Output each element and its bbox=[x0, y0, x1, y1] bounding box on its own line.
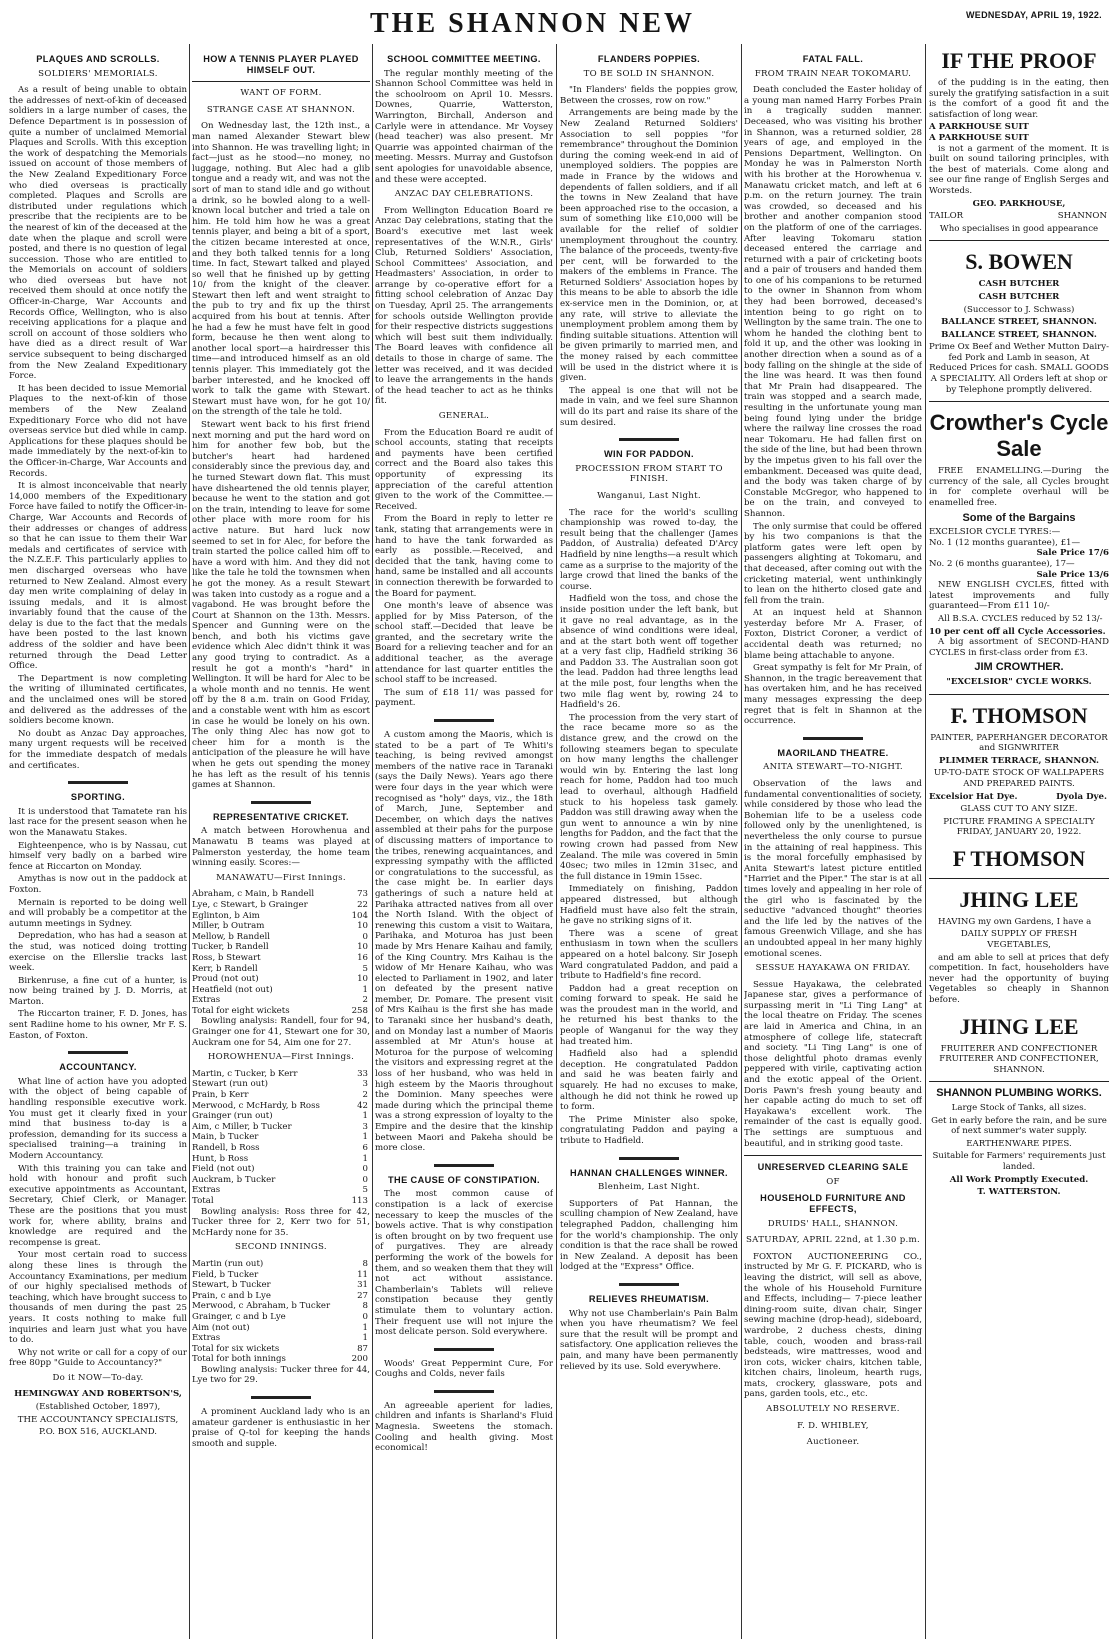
newspaper-title: THE SHANNON NEW bbox=[370, 8, 696, 39]
score-row bbox=[192, 1079, 370, 1090]
ad-text: and am able to sell at prices that defy competition. In fact, householders have never had the opportunity of buying Vegetables so cheaply in Shannon before. bbox=[929, 952, 1109, 1006]
batsman: Heatfield (not out) bbox=[192, 984, 273, 995]
paragraph: One month's leave of absence was applied for by Miss Paterson, of the school staff.—Decided that leave be granted, and the secretary write the Board for a relieving teacher and for an additional teacher, as the average attendance for last quarter entitles the school staff to be increased. bbox=[375, 601, 553, 686]
divider bbox=[929, 240, 1109, 241]
score-row bbox=[192, 985, 370, 996]
dateline: Blenheim, Last Night. bbox=[598, 1182, 700, 1193]
paragraph: Bowling analysis: Randell, four for 94, Grainger one for 41, Stewart one for 30, Auckram one for 54, Aim one for 27. bbox=[192, 1016, 370, 1048]
innings-heading: MANAWATU—First Innings. bbox=[216, 872, 346, 883]
ad-line: A PARKHOUSE SUIT bbox=[929, 132, 1029, 143]
dateline: Wanganui, Last Night. bbox=[597, 490, 701, 501]
paragraph: Why not use Chamberlain's Pain Balm when you have rheumatism? We feel sure that the result will be prompt and satisfactory. One application relieves the pain, and many have been permanently relieved by its use. Sold everywhere. bbox=[560, 1308, 738, 1372]
score-row bbox=[192, 1090, 370, 1101]
ad-line: FRUITERER AND CONFECTIONER FRUITERER AND CONFECTIONER, SHANNON. bbox=[939, 1043, 1099, 1075]
ad-line: Suitable for Farmers' requirements just landed. bbox=[932, 1151, 1106, 1172]
divider bbox=[929, 878, 1109, 879]
ad-text: HAVING my own Gardens, I have a bbox=[938, 916, 1092, 927]
divider bbox=[929, 1081, 1109, 1082]
headline-constipation: THE CAUSE OF CONSTIPATION. bbox=[388, 1174, 540, 1185]
call-to-action: Do it NOW—To-day. bbox=[52, 1372, 144, 1383]
ad-line: PLIMMER TERRACE, SHANNON. bbox=[939, 755, 1099, 766]
batsman: Abraham, c Main, b Randell bbox=[192, 889, 315, 900]
headline-rheumatism: RELIEVES RHEUMATISM. bbox=[588, 1293, 710, 1304]
ad-thomson-title: F. THOMSON bbox=[950, 702, 1088, 728]
score-row bbox=[192, 1280, 370, 1291]
batsman: Martin, c Tucker, b Kerr bbox=[192, 1068, 298, 1079]
column-2 bbox=[192, 48, 370, 1636]
batsman: Tucker, b Randell bbox=[192, 942, 269, 953]
paragraph: From the Board in reply to letter re tank, stating that arrangements were in hand to have the tank forwarded as early as possible.—Received, and decided that the tank, having come to hand, same be installed and all accounts in connection therewith be forwarded to the Board for payment. bbox=[375, 514, 553, 599]
venue: DRUIDS' HALL, SHANNON. bbox=[767, 1218, 899, 1229]
paragraph: Hadfield won the toss, and chose the inside position under the left bank, but it gave no real advantage, as in the absence of wind conditions were ideal, and at the start both went off together at a very fast clip, Hadfield striking 36 and Paddon 33. The Australian soon got the lead. Paddon had three lengths lead at the mile post, four lengths when the two mile flag went by, rowing 24 to Hadfield's 26. bbox=[560, 594, 738, 711]
ad-line: Sale Price 13/6 bbox=[1036, 569, 1109, 580]
batsman: Auckram, b Tucker bbox=[192, 1174, 276, 1185]
paragraph: Death concluded the Easter holiday of a young man named Harry Forbes Prain in a tragically sudden manner. Deceased, who was visiting his brother in Shannon, was a returned soldier, 28 years of age, and employed in the Pensions Department, Wellington. On Monday he was in Palmerston North with his brother at the Horowhenua v. Manawatu cricket match, and left at 6 p.m. on the return journey. The train was crowded, so deceased and his brother and another companion stood on the platform of one of the carriages. After leaving Tokomaru station deceased entered the carriage and returned with a pair of cricketing boots and a pair of trousers and handed them to one of his companions to be returned to the owner in Shannon from whom they had been borrowed, deceased's intention being to go right on to Wellington by the same train. The one to whom he handed the clothing bent to fold it up, and the other was looking in another direction when a sound as of a body falling on the shingle at the side of the line was heard. It was then found that Mr Prain had disappeared. The train was stopped and a search made, resulting in the unfortunate young man being found lying under the bridge where the railway line crosses the road near Tokomaru. He had fallen first on the side of the line, but had been thrown by the impetus given to his fall over the embankment. Deceased was quite dead, and the body was taken charge of by Constable McGregor, who happened to be on the train, and conveyed to Shannon. bbox=[744, 85, 922, 519]
score-row bbox=[192, 1301, 370, 1312]
paragraph: Eighteenpence, who is by Nassau, cut himself very badly on a barbed wire fence at Riccarton on Monday. bbox=[9, 840, 187, 872]
headline-plaques: PLAQUES AND SCROLLS. bbox=[36, 54, 160, 64]
headline-flanders-poppies: FLANDERS POPPIES. bbox=[597, 54, 701, 64]
ad-text: FREE ENAMELLING.—During the currency of the sale, all Cycles brought in for complete overhaul will be enamelled free. bbox=[929, 466, 1109, 509]
paragraph: The Department is now completing the writing of illuminated certificates, and the unclaimed ones will be stored and delivered as the addresses of the soldiers become known. bbox=[9, 673, 187, 727]
score-row bbox=[192, 1312, 370, 1323]
ad-text: A big assortment of SECOND-HAND CYCLES in first-class order from £3. bbox=[929, 637, 1109, 658]
ad-line: All Work Promptly Executed. bbox=[949, 1174, 1089, 1185]
paragraph: At an inquest held at Shannon yesterday before Mr A. Fraser, of Foxton, District Coroner, a verdict of accidental death was returned; no blame being attachable to anyone. bbox=[744, 608, 922, 661]
paragraph: The appeal is one that will not be made in vain, and we feel sure Shannon will do its part and raise its share of the sum desired. bbox=[560, 385, 738, 428]
ad-line: Who specialises in good appearance bbox=[939, 223, 1099, 234]
score-row bbox=[192, 1175, 370, 1186]
headline-accountancy: ACCOUNTANCY. bbox=[59, 1062, 137, 1073]
ad-line: DAILY SUPPLY OF FRESH VEGETABLES, bbox=[960, 929, 1078, 951]
runs: 1 bbox=[362, 1153, 368, 1164]
runs: 6 bbox=[362, 1143, 368, 1153]
column-6-ads bbox=[929, 48, 1109, 1636]
divider bbox=[434, 1390, 494, 1393]
paragraph: The most common cause of constipation is a lack of exercise necessary to keep the muscles of the bowels active. That is why constipation is often brought on by two frequent use of purgatives. They are already performing the work of the bowels for them, and so weaken them that they will not act without assistance. Chamberlain's Tablets will relieve constipation because they gently stimulate them to voluntary action. Their frequent use will not injure the most delicate person. Sold everywhere. bbox=[375, 1189, 553, 1338]
score-row bbox=[192, 1164, 370, 1175]
ad-line: No. 1 (12 months guarantee), £1— bbox=[929, 537, 1081, 548]
batsman: Proud (not out) bbox=[192, 974, 259, 985]
batsman: Merwood, c McHardy, b Ross bbox=[192, 1100, 320, 1111]
ad-line: BALLANCE STREET, SHANNON. bbox=[941, 329, 1097, 340]
score-total: Total for both innings 200 bbox=[192, 1354, 368, 1365]
ad-line: (Successor to J. Schwass) bbox=[963, 304, 1075, 315]
batsman: Merwood, c Abraham, b Tucker bbox=[192, 1301, 331, 1312]
column-divider bbox=[556, 44, 557, 1639]
ad-name: T. WATTERSTON. bbox=[977, 1187, 1061, 1198]
score-row bbox=[192, 900, 370, 911]
score-row bbox=[192, 1101, 370, 1112]
ad-jhing-lee-title: JHING LEE bbox=[959, 886, 1079, 912]
runs: 0 bbox=[362, 1164, 368, 1175]
paragraph: Depredation, who has had a season at the stud, was noticed doing trotting exercise on the Ellerslie tracks last week. bbox=[9, 931, 187, 974]
batsman: Field (not out) bbox=[192, 1164, 255, 1175]
ad-thomson-title-2: F THOMSON bbox=[952, 845, 1086, 871]
runs: 8 bbox=[362, 1301, 368, 1312]
score-row bbox=[192, 964, 370, 975]
masthead bbox=[0, 6, 1114, 44]
paragraph: Birkenruse, a fine cut of a hunter, is now being trained by J. D. Morris, at Marton. bbox=[9, 975, 187, 1007]
ad-line: UP-TO-DATE STOCK OF WALLPAPERS AND PREPARED PAINTS. bbox=[933, 768, 1105, 789]
score-row bbox=[192, 953, 370, 964]
runs: 10 bbox=[357, 921, 368, 932]
divider bbox=[619, 1157, 679, 1160]
signature: (Established October, 1897), bbox=[35, 1402, 161, 1413]
ad-text: Prime Ox Beef and Wether Mutton Dairy-fed Pork and Lamb in season, At Reduced Prices for cash. SMALL GOODS A SPECIALITY. All Orders left at shop or by Telephone promptly delivered. bbox=[929, 342, 1109, 395]
runs: 10 bbox=[357, 942, 368, 953]
column-divider bbox=[372, 44, 373, 1639]
innings-heading: SECOND INNINGS. bbox=[235, 1242, 327, 1253]
runs: 11 bbox=[357, 1269, 368, 1280]
ad-line: Some of the Bargains bbox=[962, 511, 1076, 524]
paragraph: From the Education Board re audit of school accounts, stating that receipts and payments have been certified correct and the Board also takes this opportunity of expressing its appreciation of the careful attention given to the work of the Committee.—Received. bbox=[375, 427, 553, 512]
paragraph: Arrangements are being made by the New Zealand Returned Soldiers' Association to sell poppies "for remembrance" throughout the Dominion during the coming week-end in aid of unemployed soldiers. The poppies are made in France by the widows and dependents of fallen soldiers, and if all the towns in New Zealand that have been approached rise to the occasion, a sum of something like £10,000 will be available for the relief of soldier unemployment throughout the country. The balance of the proceeds, twenty-five per cent, will be forwarded to the makers of the emblems in France. The Returned Soldiers' Association hopes by this means to be able to absorb the idle ex-service men in the Dominion, or, at any rate, will strive to alleviate the unemployment problem among them by finding suitable situations. Attention will be given primarily to married men, and the money raised by each committee will be used in the district where it is given. bbox=[560, 108, 738, 384]
ad-line: A PARKHOUSE SUIT bbox=[929, 122, 1029, 133]
paragraph: As a result of being unable to obtain the addresses of next-of-kin of deceased soldiers in a large number of cases, the Defence Department is in possession of quite a number of unclaimed Memorial Plaques and Scrolls. With this exception the work of despatching the Memorials issued on account of those members of the New Zealand Expeditionary Force who died overseas is practically completed. Plaques and Scrolls are distributed under regulations which prescribe that the recipients are to be the nearest of kin of the deceased at the date when the plaque and scroll were posted, and there is no question of legal succession. Those who are entitled to the Memorials on account of soldiers who died overseas but have not received them should at once notify the Officer-in-Charge, War Accounts and Records Office, Wellington, who is also receiving applications for a plaque and scroll on account of those soldiers who have died as a direct result of War service subsequent to being discharged from the New Zealand Expeditionary Force. bbox=[9, 85, 187, 382]
score-row bbox=[192, 995, 370, 1006]
divider bbox=[68, 1051, 128, 1054]
score-row bbox=[192, 889, 370, 900]
batsman: Ross, b Stewart bbox=[192, 952, 261, 963]
batsman: Hunt, b Ross bbox=[192, 1153, 249, 1164]
batsman: Stewart (run out) bbox=[192, 1079, 268, 1090]
divider bbox=[434, 1348, 494, 1351]
paragraph: Your most certain road to success along these lines is through the Accountancy Examinations, per medium of our highly specialised methods of teaching, which have brought success to thousands of men during the past 25 years. It costs nothing to make full inquiries and learn just what you have to do. bbox=[9, 1250, 187, 1346]
paragraph: The sum of £18 11/ was passed for payment. bbox=[375, 687, 553, 709]
runs: 0 bbox=[362, 931, 368, 942]
paragraph: The only surmise that could be offered by his two companions is that the platform gates were left open by passengers alighting at Tokomaru, and that deceased, after coming out with the cricketing material, went unthinkingly to lean on the hitherto closed gate and fell from the train. bbox=[744, 521, 922, 606]
ad-line: CASH BUTCHER bbox=[978, 279, 1060, 290]
auctioneer-title: Auctioneer. bbox=[806, 1437, 860, 1448]
batsman: Field, b Tucker bbox=[192, 1269, 259, 1280]
runs: 1 bbox=[362, 1322, 368, 1333]
ad-line: "EXCELSIOR" CYCLE WORKS. bbox=[946, 676, 1092, 687]
runs: 1 bbox=[362, 1333, 368, 1344]
batsman: Mellow, b Randell bbox=[192, 931, 270, 942]
paragraph: The procession from the very start of the race became more so as the distance grew, and the crowd on the following steamers began to speculate on how many lengths the challenger would win by. Entering the last long reach for home, Paddon had too much lead to overhaul, although Hadfield stuck to his hopeless task gamely. Paddon was still drawing away when the gun went to announce a win by nine lengths for Paddon, and the fact that the rowing crown had passed from New Zealand. The mile was covered in 5min 40sec; two miles in 12min 31sec, and the full distance in 19min 15sec. bbox=[560, 712, 738, 882]
runs: 33 bbox=[357, 1068, 368, 1079]
ad-crowther-title: Crowther's Cycle Sale bbox=[929, 410, 1109, 462]
batsman: Kerr, b Randell bbox=[192, 963, 258, 974]
subhead: ANITA STEWART—TO-NIGHT. bbox=[763, 762, 903, 773]
score-total: Total for six wickets 87 bbox=[192, 1343, 368, 1354]
paragraph: The race for the world's sculling championship was rowed to-day, the result being that the challenger (James Paddon, of Australia) defeated D'Arcy Hadfield by nine lengths—a result which came as a surprise to the majority of the large crowd that lined the banks of the course. bbox=[560, 507, 738, 592]
ad-line: No. 2 (6 months guarantee), 17— bbox=[929, 559, 1075, 569]
score-total: Total for eight wickets 258 bbox=[192, 1005, 368, 1016]
score-row bbox=[192, 1185, 370, 1196]
paragraph: "In Flanders' fields the poppies grow, Between the crosses, row on row." bbox=[560, 85, 738, 106]
paragraph: Observation of the laws and fundamental conventionalities of society, while considered by those who lead the Bohemian life to be a useless code followed only by the unenlightened, is nevertheless the only course to pursue in the attaining of real happiness. This is the moral forcefully emphasised by Anita Stewart's latest picture entitled "Harriet and the Piper." The star is at all times lovely and appealing in her role of the girl who is fascinated by the seductive "advanced thought" theories and the life led by the natives of the famous Greenwich Village, and she has an undoubted appeal in her many highly emotional scenes. bbox=[744, 779, 922, 959]
innings-heading: HOROWHENUA—First Innings. bbox=[207, 1052, 355, 1063]
runs: 5 bbox=[362, 1185, 368, 1196]
subhead: SESSUE HAYAKAWA ON FRIDAY. bbox=[755, 963, 911, 974]
divider bbox=[929, 401, 1109, 402]
paragraph: Mernain is reported to be doing well and will probably be a competitor at the autumn meetings in Sydney. bbox=[9, 897, 187, 929]
score-row bbox=[192, 1122, 370, 1133]
subhead: PROCESSION FROM START TO FINISH. bbox=[575, 463, 723, 485]
score-row bbox=[192, 1323, 370, 1334]
ad-line: Get in early before the rain, and be sure of next summer's water supply. bbox=[931, 1115, 1107, 1137]
score-row bbox=[192, 942, 370, 953]
column-1 bbox=[9, 48, 187, 1636]
runs: 0 bbox=[362, 1311, 368, 1322]
headline-clearing-sale: UNRESERVED CLEARING SALE bbox=[757, 1162, 909, 1173]
divider bbox=[434, 1164, 494, 1167]
score-row bbox=[192, 1111, 370, 1122]
scorecard bbox=[192, 1259, 370, 1344]
paragraph: A prominent Auckland lady who is an amateur gardener is enthusiastic in her praise of Q-tol for keeping the hands smooth and supple. bbox=[192, 1407, 370, 1449]
headline-maoriland-theatre: MAORILAND THEATRE. bbox=[777, 747, 889, 758]
score-total: Total 113 bbox=[192, 1195, 368, 1206]
batsman: Grainger, c and b Lye bbox=[192, 1311, 286, 1322]
paragraph: No doubt as Anzac Day approaches, many urgent requests will be received for the immediate despatch of medals and certificates. bbox=[9, 728, 187, 771]
batsman: Stewart, b Tucker bbox=[192, 1280, 271, 1291]
subhead: WANT OF FORM. bbox=[240, 88, 322, 99]
ad-line: BALLANCE STREET, SHANNON. bbox=[941, 317, 1097, 328]
scorecard bbox=[192, 889, 370, 1006]
ad-text: All B.S.A. CYCLES reduced by 52 13/- bbox=[938, 613, 1103, 624]
signature: HEMINGWAY AND ROBERTSON'S, bbox=[14, 1389, 182, 1400]
runs: 16 bbox=[357, 952, 368, 963]
ad-text: of the pudding is in the eating, then surely the gratifying satisfaction in a suit is the comfort of a good fit and the satisfaction of long wear. bbox=[929, 78, 1109, 120]
ad-plumbing-title: SHANNON PLUMBING WORKS. bbox=[936, 1087, 1102, 1100]
ad-line: CASH BUTCHER bbox=[978, 291, 1060, 302]
ad-parkhouse-title: IF THE PROOF bbox=[941, 48, 1097, 73]
divider bbox=[251, 1396, 311, 1399]
runs: 2 bbox=[362, 995, 368, 1006]
headline-household-furniture: HOUSEHOLD FURNITURE AND EFFECTS, bbox=[760, 1193, 906, 1214]
batsman: Aim (not out) bbox=[192, 1322, 250, 1333]
paragraph: The Prime Minister also spoke, congratulating Paddon and paying a tribute to Hadfield. bbox=[560, 1114, 738, 1146]
score-row bbox=[192, 921, 370, 932]
signature: THE ACCOUNTANCY SPECIALISTS, bbox=[17, 1414, 179, 1425]
subhead: TO BE SOLD IN SHANNON. bbox=[583, 68, 715, 79]
batsman: Aim, c Miller, b Tucker bbox=[192, 1121, 292, 1132]
divider bbox=[744, 1155, 922, 1156]
batsman: Prain, c and b Lye bbox=[192, 1290, 271, 1301]
paragraph: Hadfield also had a splendid deception. He congratulated Paddon and said he was beaten fairly and squarely. He had no excuses to make, although he did not think he rowed up to form. bbox=[560, 1049, 738, 1113]
paragraph: Bowling analysis: Tucker three for 44, Lye two for 29. bbox=[192, 1364, 370, 1386]
paragraph: With this training you can take and hold with honour and profit such executive appointments as Accountant, Secretary, Chief Clerk, or Manager. These are the positions that you must work for, where ability, brains and knowledge are required and the recompense is great. bbox=[9, 1163, 187, 1248]
runs: 0 bbox=[362, 1174, 368, 1185]
divider bbox=[619, 438, 679, 441]
headline-cricket: REPRESENTATIVE CRICKET. bbox=[213, 811, 349, 822]
batsman: Miller, b Outram bbox=[192, 921, 265, 932]
auctioneer-name: F. D. WHIBLEY, bbox=[797, 1420, 869, 1431]
paragraph: Woods' Great Peppermint Cure, For Coughs and Colds, never fails bbox=[375, 1358, 553, 1380]
subhead: FROM TRAIN NEAR TOKOMARU. bbox=[754, 68, 912, 79]
ad-line: Large Stock of Tanks, all sizes. bbox=[951, 1103, 1087, 1113]
batsman: Main, b Tucker bbox=[192, 1132, 259, 1143]
column-3 bbox=[375, 48, 553, 1636]
column-5 bbox=[744, 48, 922, 1636]
ad-line: GLASS CUT TO ANY SIZE. bbox=[960, 804, 1078, 815]
score-row bbox=[192, 1333, 370, 1344]
paragraph: On Wednesday last, the 12th inst., a man named Alexander Stewart blew into Shannon. He was travelling light; in fact—just as he stood—no money, no luggage, nothing. But Alec had a glib tongue and a ready wit, and was not the sort of man to stand idle and go without a drink, so he bowled along to a well-known local butcher and tried a tale on him. He told him how he was a great tennis player, and being a bit of a sport, the citizen became interested at once, and they both talked tennis for a long time. In fact, Stewart talked and played so well that he finished up by getting 10/ from the knight of the cleaver. Stewart then left and went straight to the pub to try and fix up the thirst acquired from his bout at tennis. After he had a few he must have felt in good form, because he then went along to another local sport—a hairdresser this time—and introduced himself as an old tennis player. This immediately got the barber interested, and he knocked off work to talk the game with Stewart. Stewart must have won, for he got 10/ on the strength of the tale he told. bbox=[192, 121, 370, 418]
subhead: ANZAC DAY CELEBRATIONS. bbox=[394, 189, 534, 200]
batsman: Extras bbox=[192, 995, 221, 1006]
batsman: Extras bbox=[192, 1333, 221, 1344]
runs: 42 bbox=[357, 1100, 368, 1111]
divider bbox=[192, 81, 370, 82]
ad-text: NEW ENGLISH CYCLES, fitted with latest improvements and fully guaranteed—From £11 10/- bbox=[929, 580, 1109, 612]
runs: 22 bbox=[357, 899, 368, 910]
score-row bbox=[192, 1132, 370, 1143]
column-divider bbox=[189, 44, 190, 1639]
paragraph: Amythas is now out in the paddock at Foxton. bbox=[9, 874, 187, 895]
headline-win-for-paddon: WIN FOR PADDON. bbox=[603, 449, 695, 460]
headline-fatal-fall: FATAL FALL. bbox=[802, 54, 864, 64]
paragraph: Great sympathy is felt for Mr Prain, of Shannon, in the tragic bereavement that has overtaken him, and he has received many messages expressing the deep regret that is felt in Shannon at the occurrence. bbox=[744, 663, 922, 727]
score-row bbox=[192, 1291, 370, 1302]
paragraph: FOXTON AUCTIONEERING CO., instructed by Mr G. F. PICKARD, who is leaving the district, will sell as above, the whole of his Household Furniture and Effects, including— 7-piece leather dining-room suite, divan chair, Singer sewing machine (drop-head), sideboard, wardrobe, 2 duchess chests, dining table, couch, wooden and brass-rail bedsteads, wire mattresses, wood and iron cots, wicker chairs, kitchen table, kitchen chairs, linoleum, hearth rugs, mats, crockery, glassware, pots and pans, garden tools, etc., etc. bbox=[744, 1251, 922, 1400]
column-divider bbox=[741, 44, 742, 1639]
issue-date: WEDNESDAY, APRIL 19, 1922. bbox=[965, 10, 1102, 20]
ad-name: JIM CROWTHER. bbox=[974, 661, 1064, 674]
paragraph: Immediately on finishing, Paddon appeared distressed, but although Hadfield must have also felt the strain, he gave no striking signs of it. bbox=[560, 884, 738, 927]
paragraph: It is understood that Tamatete ran his last race for the present season when he won the Manawatu Stakes. bbox=[9, 806, 187, 838]
runs: 10 bbox=[357, 974, 368, 985]
score-row bbox=[192, 932, 370, 943]
headline-sporting: SPORTING. bbox=[70, 792, 126, 803]
paragraph: It has been decided to issue Memorial Plaques to the next-of-kin of those members of the New Zealand Expeditionary Force who did not have overseas service but died while in camp. Applications for these plaques should be made immediately by the next-of-kin to the Officer-in-Charge, War Accounts and Records. bbox=[9, 383, 187, 479]
ad-line: Excelsior Hat Dye. Dyola Dye. bbox=[929, 791, 1107, 802]
paragraph: Supporters of Pat Hannan, the sculling champion of New Zealand, have telegraphed Paddon, challenging him for the world's championship. The only condition is that the race shall be rowed in New Zealand. A deposit has been lodged at the "Express" Office. bbox=[560, 1198, 738, 1273]
divider bbox=[619, 1283, 679, 1286]
ad-line: PAINTER, PAPERHANGER DECORATOR and SIGNWRITER bbox=[930, 732, 1108, 754]
batsman: Grainger (run out) bbox=[192, 1111, 273, 1122]
ad-line: PICTURE FRAMING A SPECIALTY FRIDAY, JANUARY 20, 1922. bbox=[943, 816, 1095, 838]
paragraph: What line of action have you adopted with the object of being capable of handling responsible executive work. You must get it clearly fixed in your mind that business to-day is a profession, demanding for its success a specialised training—a training in Modern Accountancy. bbox=[9, 1076, 187, 1161]
ad-line: EARTHENWARE PIPES. bbox=[966, 1138, 1072, 1149]
paragraph: There was a scene of great enthusiasm in town when the scullers appeared on a hotel balcony. Sir Joseph Ward congratulated Paddon, and paid a tribute to Hadfield's fine record. bbox=[560, 928, 738, 982]
runs: 2 bbox=[362, 1090, 368, 1101]
score-row bbox=[192, 1069, 370, 1080]
ad-line: Sale Price 17/6 bbox=[1036, 548, 1109, 559]
paragraph: Paddon had a great reception on coming forward to speak. He said he was the proudest man in the world, and he returned his best thanks to the people of Wanganui for the way they had treated him. bbox=[560, 983, 738, 1047]
batsman: Lye, c Stewart, b Grainger bbox=[192, 899, 308, 910]
ad-name: GEO. PARKHOUSE, bbox=[972, 198, 1066, 209]
ad-line: TAILOR SHANNON bbox=[929, 211, 1107, 222]
runs: 31 bbox=[357, 1280, 368, 1291]
runs: 1 bbox=[362, 1132, 368, 1143]
divider bbox=[68, 781, 128, 784]
score-row bbox=[192, 1154, 370, 1165]
scorecard bbox=[192, 1069, 370, 1196]
ad-line: 10 per cent off all Cycle Accessories. bbox=[929, 626, 1106, 637]
divider bbox=[803, 737, 863, 740]
paragraph: It is almost inconceivable that nearly 14,000 members of the Expeditionary Force have failed to notify the Officer-in-Charge, War Accounts and Records of their addresses or changes of address so that he can issue to them their War medals and certificates of service with the N.Z.E.F. This particularly applies to men discharged overseas who have returned to New Zealand. Almost every day men write complaining of delay in issuing medals, and it is almost invariably found that the cause of the delay is due to the fact that the medals have been posted to the last known address of the soldier and have been returned through the Dead Letter Office. bbox=[9, 481, 187, 672]
paragraph: An agreeable aperient for ladies, children and infants is Sharland's Fluid Magnesia. Sweetens the stomach. Cooling and health giving. Most economical! bbox=[375, 1400, 553, 1454]
runs: 3 bbox=[362, 1079, 368, 1090]
score-row bbox=[192, 1259, 370, 1270]
subhead: SOLDIERS' MEMORIALS. bbox=[38, 68, 158, 79]
paragraph: A custom among the Maoris, which is stated to be a part of Te Whiti's teaching, is being revived amongst members of the native race in Taranaki (says the Daily News). Years ago there were four days in the year which were recognised as "holy" days, viz., the 18th of March, June, September and December, on which days the natives assembled at their pahs for the purpose of discussing matters of importance to the tribes, renewing acquaintances, and expressing sympathy with the afflicted or congratulations to the successful, as the case might be. In earlier days gatherings of such a nature held at Parihaka attracted natives from all over the North Island. With the object of renewing this custom a visit to Waitara, Parihaka, and Moturoa has just been made by Mrs Henare Kaihau and family, of the King Country. Mrs Kaihau is the widow of Mr Henare Kaihau, who was elected to Parliament in 1902, and later on defeated by the present native member, Dr. Pomare. The present visit of Mrs Kaihau is the first she has made to Taranaki since her husband's death, and on Monday last a number of Maoris assembled at Mr Atun's house at Moturoa for the purpose of welcoming the visitors and expressing regret at the loss of her husband, who was held in high esteem by the Maoris throughout the Dominion. Many speeches were made during which the principal theme was a strong expression of loyalty to the Empire and the desire that the kinship between Maori and Pakeha should be more close. bbox=[375, 730, 553, 1154]
ad-text: is not a garment of the moment. It is built on sound tailoring principles, with the best of materials. Come along and see our fine range of English Serges and Worsteds. bbox=[929, 143, 1109, 196]
ad-bowen-title: S. BOWEN bbox=[965, 249, 1073, 275]
paragraph: The regular monthly meeting of the Shannon School Committee was held in the schoolroom on April 10. Messrs. Downes, Quarrie, Watterston, Warrington, Birchall, Anderson and Carlyle were in attendance. Mr Voysey (head teacher) was also present. Mr Quarrie was appointed chairman of the meeting. Messrs. Murray and Gustofson sent apologies for unavoidable absence, and these were accepted. bbox=[375, 68, 553, 185]
headline-hannan: HANNAN CHALLENGES WINNER. bbox=[569, 1167, 729, 1178]
subhead: OF bbox=[826, 1176, 840, 1187]
divider bbox=[929, 694, 1109, 695]
score-row bbox=[192, 1143, 370, 1154]
divider bbox=[434, 719, 494, 722]
paragraph: A match between Horowhenua and Manawatu B teams was played at Palmerston yesterday, the home team winning easily. Scores:— bbox=[192, 826, 370, 869]
ad-line: EXCELSIOR CYCLE TYRES:— bbox=[929, 527, 1061, 538]
paragraph: Why not write or call for a copy of our free 80pp "Guide to Accountancy?" bbox=[9, 1347, 187, 1369]
runs: 1 bbox=[362, 984, 368, 995]
score-row bbox=[192, 1270, 370, 1281]
score-row bbox=[192, 974, 370, 985]
runs: 73 bbox=[357, 889, 368, 900]
batsman: Eglinton, b Aim bbox=[192, 910, 260, 921]
column-4 bbox=[560, 48, 738, 1636]
batsman: Randell, b Ross bbox=[192, 1143, 260, 1153]
batsman: Martin (run out) bbox=[192, 1258, 264, 1269]
divider bbox=[251, 801, 311, 804]
score-row bbox=[192, 911, 370, 922]
paragraph: Bowling analysis: Ross three for 42, Tucker three for 2, Kerr two for 51, McHardy none for 35. bbox=[192, 1206, 370, 1238]
runs: 3 bbox=[362, 1121, 368, 1132]
runs: 5 bbox=[362, 963, 368, 974]
subhead: GENERAL. bbox=[438, 411, 490, 421]
column-divider bbox=[925, 44, 926, 1639]
sale-date: SATURDAY, APRIL 22nd, at 1.30 p.m. bbox=[745, 1235, 921, 1246]
ad-jhing-lee-title-2: JHING LEE bbox=[959, 1013, 1079, 1039]
headline-tennis: HOW A TENNIS PLAYER PLAYED HIMSELF OUT. bbox=[203, 54, 359, 75]
no-reserve: ABSOLUTELY NO RESERVE. bbox=[766, 1404, 900, 1415]
paragraph: The Riccarton trainer, F. D. Jones, has sent Radiine home to his owner, Mr F. S. Easton, of Foxton. bbox=[9, 1009, 187, 1041]
runs: 1 bbox=[362, 1111, 368, 1122]
batsman: Prain, b Kerr bbox=[192, 1090, 249, 1101]
runs: 8 bbox=[362, 1258, 368, 1269]
runs: 104 bbox=[351, 910, 368, 921]
paragraph: Stewart went back to his first friend next morning and put the hard word on him for another few bob, but the butcher's heart had hardened considerably since the previous day, and he turned Stewart down flat. This must have disheartened the old tennis player, because he went to the station and got on the train, intending to leave for some other place with more room for his active nature. But hard luck now seemed to set in for Alec, for before the train started the police called him off to have a word with him. And they did not like the tale he told the townsmen when he got the money. As a result Stewart was taken into custody as a rogue and a vagabond. He was brought before the Court at Shannon on the 13th. Messrs. Spencer and Gunning were on the bench, and both his victims gave evidence which Alec didn't think it was any good trying to contradict. As a result he got a month's "hard" in Wellington. It will be hard for Alec to be a whole month and no tennis. He went off by the 8 a.m. train on Good Friday, and a constable went with him as escort in case he would be lonely on his own. The only thing Alec has now got to cheer him for a month is the anticipation of the pleasure he will have when he gets out spending the money he has left as the result of his tennis games at Shannon. bbox=[192, 420, 370, 791]
paragraph: From Wellington Education Board re Anzac Day celebrations, stating that the Board's executive met last week representatives of the W.N.R., Girls' Club, Returned Soldiers' Association, School Committees' Association, and Headmasters' Association, in order to arrange by co-operative effort for a fitting school celebration of Anzac Day on Tuesday, April 25. The arrangements for schools outside Wellington provide for their respective districts suggestions which will best suit them individually. The Board leaves with confidence all details to those in charge of same. The letter was received, and it was decided to leave the arrangements in the hands of the head teacher to act as he thinks fit. bbox=[375, 205, 553, 407]
batsman: Extras bbox=[192, 1185, 221, 1196]
signature: P.O. BOX 516, AUCKLAND. bbox=[38, 1427, 158, 1438]
headline-school-committee: SCHOOL COMMITTEE MEETING. bbox=[387, 54, 541, 64]
subhead: STRANGE CASE AT SHANNON. bbox=[206, 104, 356, 115]
runs: 27 bbox=[357, 1290, 368, 1301]
paragraph: Sessue Hayakawa, the celebrated Japanese star, gives a performance of surpassing merit in "Li Ting Lang" at the local theatre on Friday. The scenes are laid in America and China, in an atmosphere of college life, statecraft and society. "Li Ting Lang" is one of those delightful photo dramas evenly peppered with virile, captivating action and the exotic appeal of the Orient. Doris Pawn's fresh young beauty and her capable acting do much to set off Hayakawa's excellent work. The remainder of the cast is equally good. The settings are sumptuous and beautiful, and in striking good taste. bbox=[744, 979, 922, 1149]
